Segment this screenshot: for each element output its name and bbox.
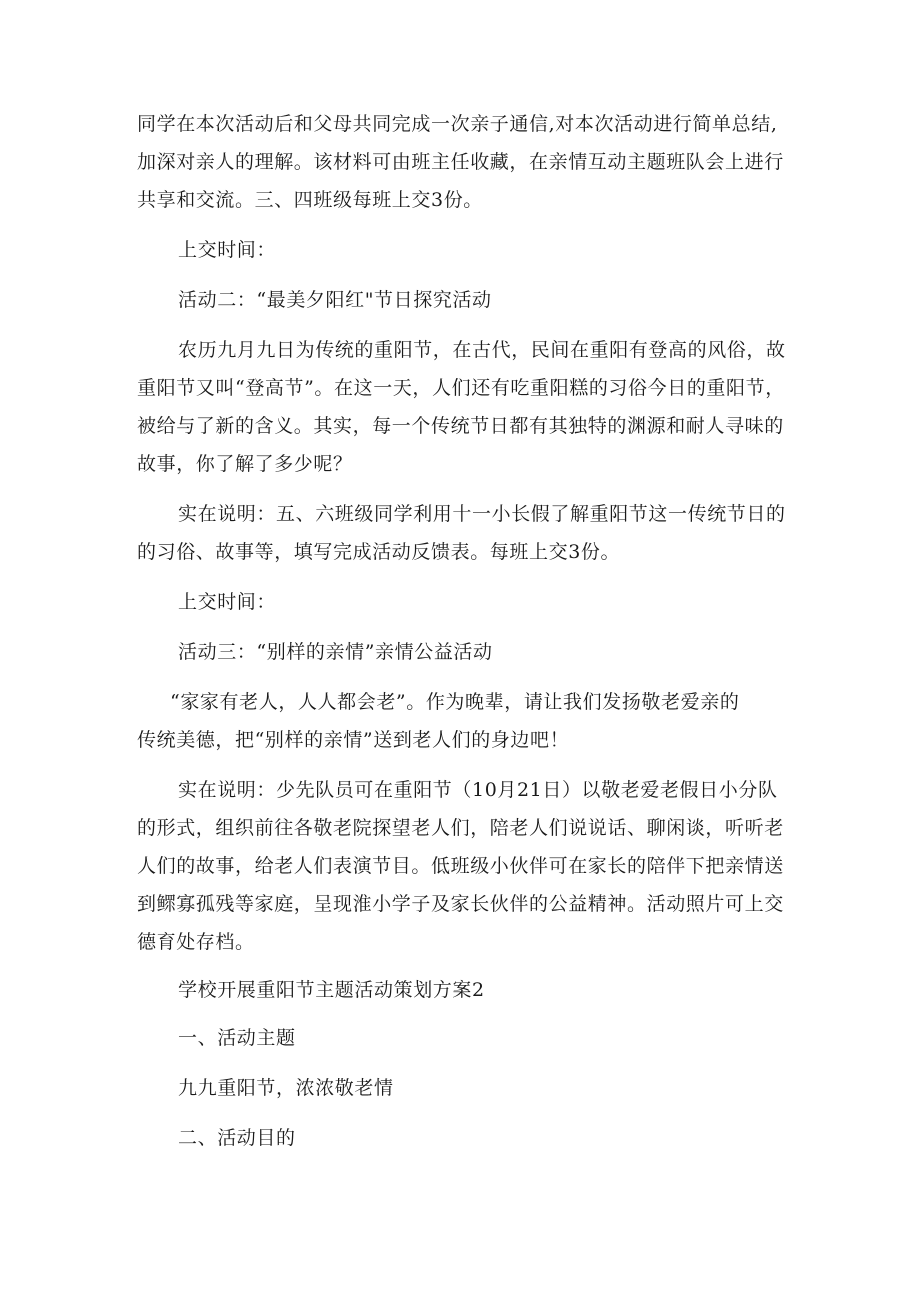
paragraph-1-line-3: 共享和交流。三、四班级每班上交3份。 [137, 189, 483, 211]
activity-three-heading: 活动三：“别样的亲情”亲情公益活动 [178, 641, 493, 663]
paragraph-4-line-2: 传统美德，把“别样的亲情”送到老人们的身边吧！ [137, 729, 570, 751]
paragraph-5-line-3: 人们的故事，给老人们表演节目。低班级小伙伴可在家长的陪伴下把亲情送 [137, 855, 784, 877]
section-one-heading: 一、活动主题 [178, 1027, 296, 1049]
submit-time-label-2: 上交时间： [178, 591, 277, 613]
paragraph-2-line-2: 重阳节又叫“登高节”。在这一天，人们还有吃重阳糕的习俗今日的重阳节， [137, 377, 785, 399]
paragraph-2-line-4: 故事，你了解了多少呢？ [137, 453, 353, 475]
paragraph-5-line-2: 的形式，组织前往各敬老院探望老人们，陪老人们说说话、聊闲谈，听听老 [137, 817, 784, 839]
paragraph-5-line-4: 到鳏寡孤残等家庭，呈现淮小学子及家长伙伴的公益精神。活动照片可上交 [137, 893, 784, 915]
paragraph-2-line-3: 被给与了新的含义。其实，每一个传统节日都有其独特的渊源和耐人寻味的 [137, 415, 784, 437]
paragraph-2-line-1: 农历九月九日为传统的重阳节，在古代，民间在重阳有登高的风俗，故 [178, 339, 786, 361]
section-two-heading: 二、活动目的 [178, 1127, 296, 1149]
paragraph-5-line-5: 德育处存档。 [137, 931, 255, 953]
paragraph-1-line-2: 加深对亲人的理解。该材料可由班主任收藏，在亲情互动主题班队会上进行 [137, 151, 784, 173]
paragraph-3-line-1: 实在说明：五、六班级同学利用十一小长假了解重阳节这一传统节日的 [178, 503, 786, 525]
paragraph-5-line-1: 实在说明：少先队员可在重阳节（10月21日）以敬老爱老假日小分队 [178, 779, 778, 801]
activity-two-heading: 活动二：“最美夕阳红"节日探究活动 [178, 289, 492, 311]
paragraph-3-line-2: 的习俗、故事等，填写完成活动反馈表。每班上交3份。 [137, 541, 621, 563]
paragraph-4-line-1: “家家有老人，人人都会老”。作为晚辈，请让我们发扬敬老爱亲的 [170, 691, 740, 713]
activity-theme-text: 九九重阳节，浓浓敬老情 [178, 1077, 394, 1099]
plan-two-title: 学校开展重阳节主题活动策划方案2 [178, 979, 485, 1001]
paragraph-1-line-1: 同学在本次活动后和父母共同完成一次亲子通信,对本次活动进行简单总结, [137, 113, 778, 135]
submit-time-label-1: 上交时间： [178, 239, 277, 261]
